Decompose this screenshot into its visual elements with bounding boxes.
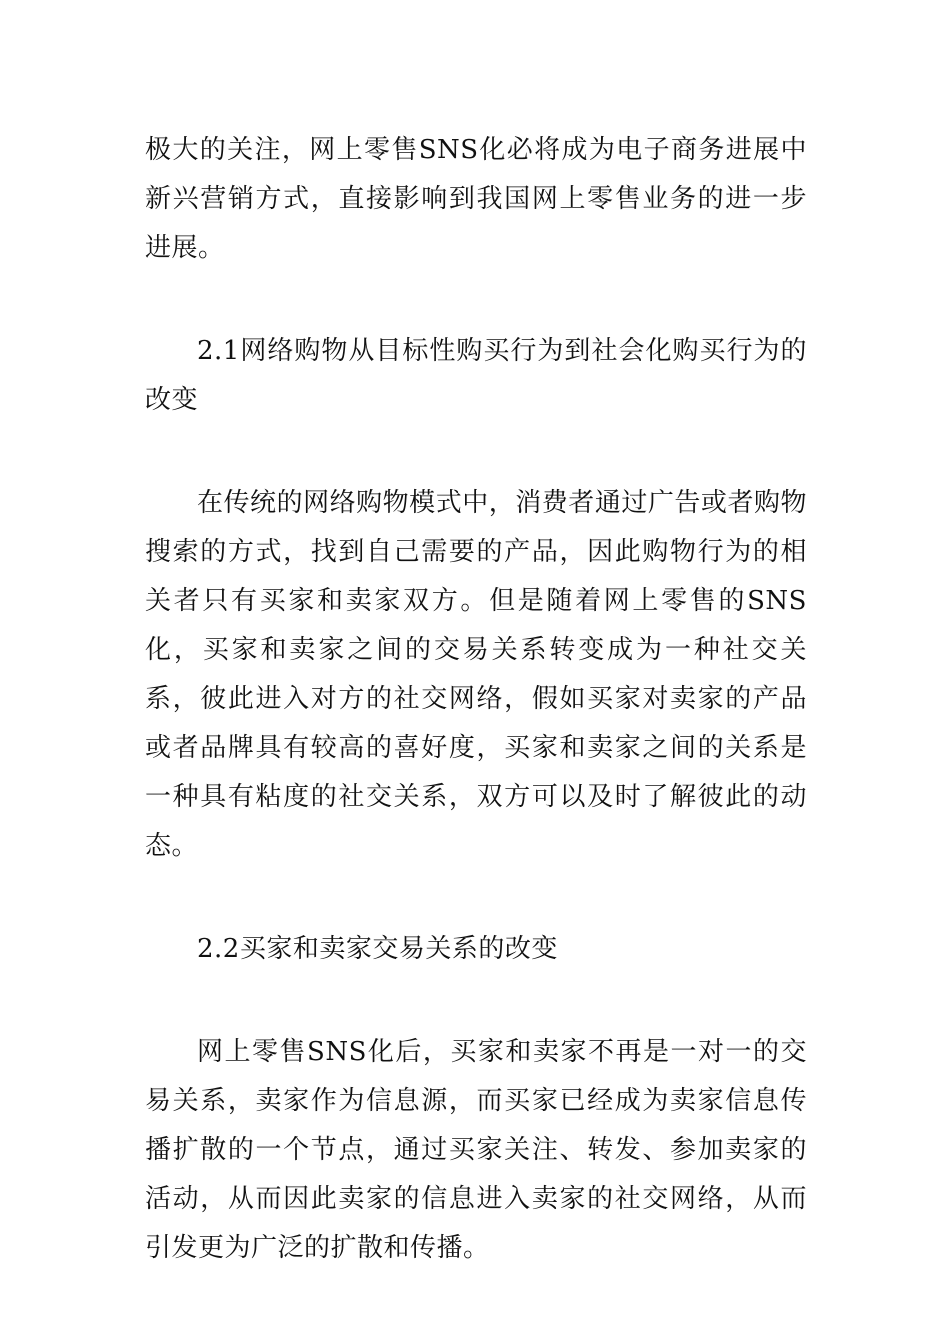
section-heading-2-2: 2.2买家和卖家交易关系的改变 — [197, 934, 558, 964]
paragraph-traditional-shopping: 在传统的网络购物模式中，消费者通过广告或者购物搜索的方式，找到自己需要的产品，因此购物行为的相关者只有买家和卖家双方。但是随着网上零售的SNS化，买家和卖家之间的交易关系转变成为一种社交关系，彼此进入对方的社交网络，假如买家对卖家的产品或者品牌具有较高的喜好度，买家和卖家之间的关系是一种具有粘度的社交关系，双方可以及时了解彼此的动态。 — [145, 488, 807, 861]
spacer — [145, 871, 807, 925]
spacer — [145, 425, 807, 479]
section-heading-2-1: 2.1网络购物从目标性购买行为到社会化购买行为的改变 — [145, 336, 807, 415]
document-page — [145, 126, 807, 1273]
paragraph-sns-retail: 网上零售SNS化后，买家和卖家不再是一对一的交易关系，卖家作为信息源，而买家已经成为卖家信息传播扩散的一个节点，通过买家关注、转发、参加卖家的活动，从而因此卖家的信息进入卖家的社交网络，从而引发更为广泛的扩散和传播。 — [145, 1037, 807, 1263]
spacer — [145, 974, 807, 1028]
spacer — [145, 273, 807, 327]
paragraph-continuation: 极大的关注，网上零售SNS化必将成为电子商务进展中新兴营销方式，直接影响到我国网上零售业务的进一步进展。 — [145, 135, 807, 263]
